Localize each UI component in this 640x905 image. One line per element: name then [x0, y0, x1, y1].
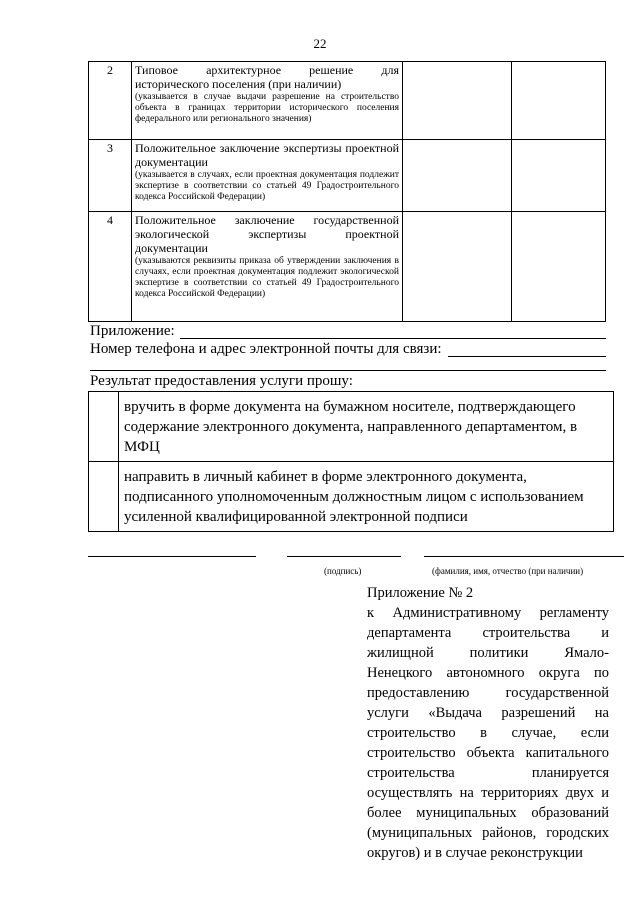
option-text: направить в личный кабинет в форме электронного документа, подписанного уполномоченным должностным лицом с использованием усиленной квалифицированной электронной подписи [119, 462, 614, 532]
row-cell-empty [512, 140, 606, 212]
appendix-text: к Административному регламенту департамента строительства и жилищной политики Ямало-Ненецкого автономного округа по предоставлению государственной услуги «Выдача разрешений на строительство в случае, если строительство объекта капитального строительства планируется осуществлять на территориях двух и более муниципальных образований (муниципальных районов, городских округов) и в случае реконструкции [367, 605, 609, 861]
page-number: 22 [313, 36, 327, 51]
option-checkbox[interactable] [89, 392, 119, 462]
attachment-input-line[interactable] [180, 338, 606, 339]
appendix-title: Приложение № 2 [367, 585, 474, 601]
contact-input-line-2[interactable] [90, 370, 606, 371]
row-number: 3 [89, 140, 132, 212]
option-checkbox[interactable] [89, 462, 119, 532]
result-options-table [88, 391, 614, 532]
appendix-block [367, 583, 609, 863]
row-description [132, 140, 403, 212]
option-row [89, 462, 614, 532]
row-main-text: Положительное заключение экспертизы проектной документации [135, 141, 399, 169]
option-row [89, 392, 614, 462]
row-cell-empty [403, 140, 512, 212]
result-label: Результат предоставления услуги прошу: [90, 373, 353, 389]
fio-caption: (фамилия, имя, отчество (при наличии) [432, 566, 584, 576]
row-note-text: (указывается в случаях, если проектная документация подлежит экспертизе в соответствии со статьей 49 Градостроительного кодекса Российской Федерации) [135, 170, 399, 202]
row-main-text: Типовое архитектурное решение для исторического поселения (при наличии) [135, 63, 399, 91]
row-number: 2 [89, 62, 132, 140]
row-note-text: (указывается в случае выдачи разрешение на строительство объекта в границах территории исторического поселения федерального или регионального значения) [135, 92, 399, 124]
contact-input-line[interactable] [448, 356, 606, 357]
attachment-label: Приложение: [90, 323, 175, 339]
row-cell-empty [403, 212, 512, 322]
documents-table [88, 61, 606, 322]
option-text: вручить в форме документа на бумажном носителе, подтверждающего содержание электронного документа, направленного департаментом, в МФЦ [119, 392, 614, 462]
row-main-text: Положительное заключение государственной экологической экспертизы проектной документации [135, 213, 399, 255]
row-description [132, 212, 403, 322]
row-description [132, 62, 403, 140]
row-cell-empty [403, 62, 512, 140]
contact-label: Номер телефона и адрес электронной почты для связи: [90, 341, 442, 357]
row-cell-empty [512, 62, 606, 140]
table-row [89, 140, 606, 212]
signature-caption: (подпись) [324, 566, 362, 576]
signature-line[interactable] [287, 556, 401, 557]
row-note-text: (указываются реквизиты приказа об утверждении заключения в случаях, если проектная документация подлежит экологической экспертизе в соответствии со статьей 49 Градостроительного кодекса Российской Федерации) [135, 256, 399, 299]
row-cell-empty [512, 212, 606, 322]
table-row [89, 212, 606, 322]
date-line[interactable] [88, 556, 256, 557]
row-number: 4 [89, 212, 132, 322]
fio-line[interactable] [424, 556, 624, 557]
table-row [89, 62, 606, 140]
